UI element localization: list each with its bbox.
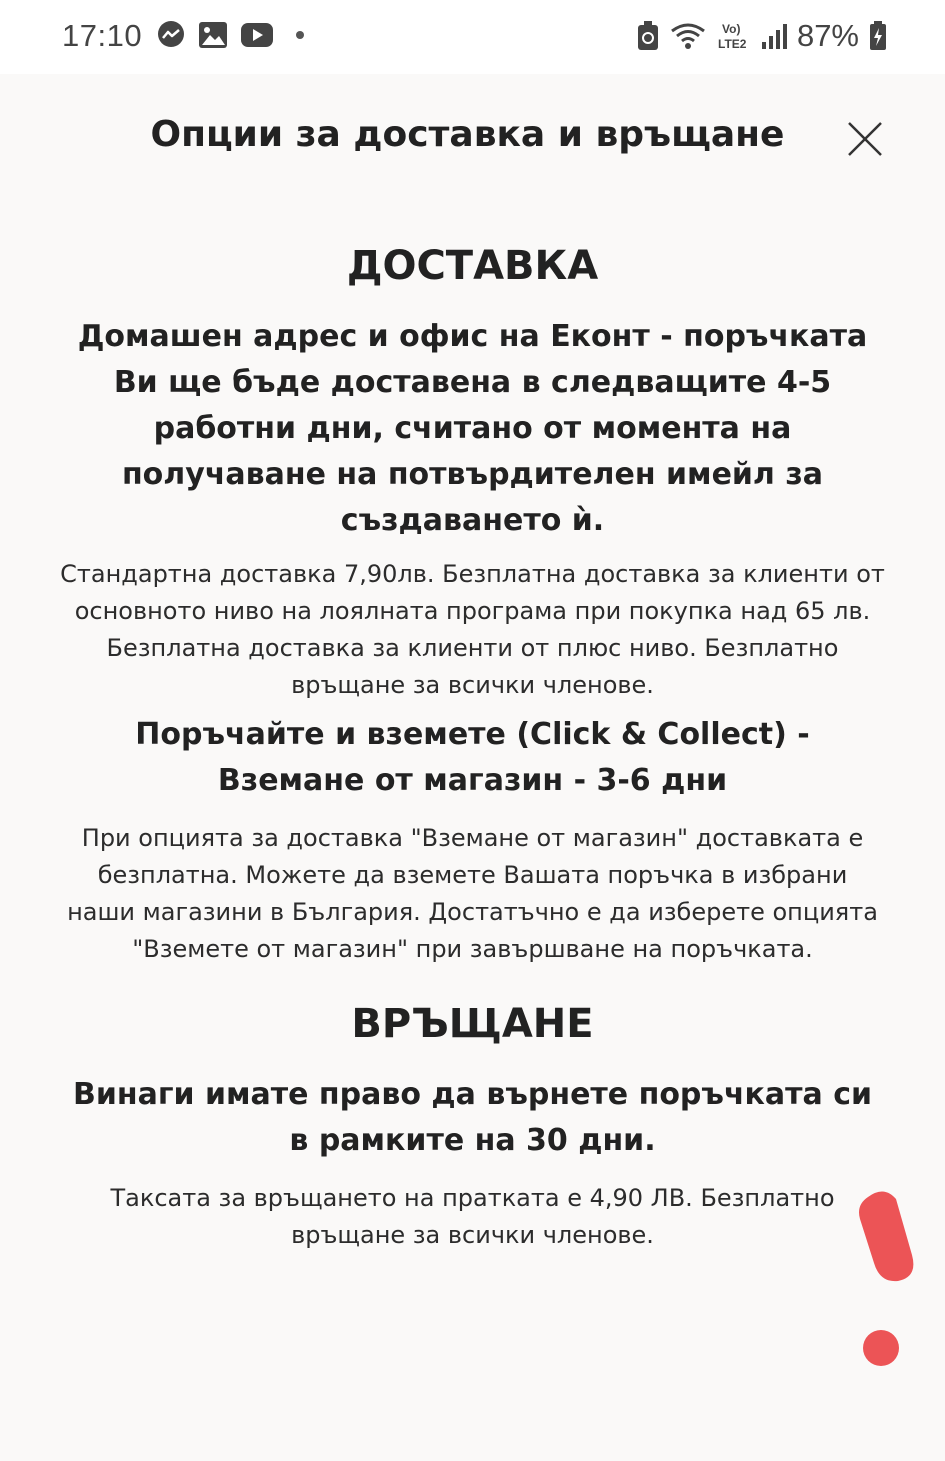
home-delivery-lead: Домашен адрес и офис на Еконт - поръчката Ви ще бъде доставена в следващите 4-5 работни дни, считано от момента на получаване на потвърдителен имейл за създаването ѝ.: [77, 319, 868, 538]
delivery-heading: ДОСТАВКА: [346, 243, 599, 289]
signal-icon: [761, 22, 787, 50]
modal-title: Опции за доставка и връщане: [150, 114, 785, 155]
gallery-icon: [198, 21, 228, 49]
svg-text:LTE2: LTE2: [717, 37, 747, 51]
status-time: 17:10: [62, 18, 143, 53]
status-icons-right: [637, 18, 887, 54]
recycle-icon: [637, 21, 659, 51]
returns-lead: Винаги имате право да върнете поръчката си в рамките на 30 дни.: [72, 1077, 873, 1158]
status-bar: [0, 0, 945, 74]
returns-heading: ВРЪЩАНЕ: [351, 1001, 594, 1047]
home-delivery-body: Стандартна доставка 7,90лв. Безплатна доставка за клиенти от основното ниво на лоялната програма при покупка над 65 лв. Безплатна доставка за клиенти от плюс ниво. Безплатно връщане за всички членове.: [60, 560, 885, 699]
youtube-icon: [240, 22, 274, 48]
click-collect-body: При опцията за доставка "Вземане от магазин" доставката е безплатна. Можете да вземете Вашата поръчка в избрани наши магазини в България. Достатъчно е да изберете опцията "Вземете от магазин" при завършване на поръчката.: [67, 824, 878, 963]
click-collect-lead: Поръчайте и вземете (Click & Collect) - Вземане от магазин - 3-6 дни: [135, 717, 810, 798]
modal-header: [0, 74, 945, 214]
messenger-icon: [156, 20, 186, 50]
battery-percentage: 87%: [796, 18, 859, 53]
exclamation-annotation-icon: [850, 1185, 922, 1375]
status-icons-left: [156, 20, 304, 50]
notification-dot-icon: [296, 31, 304, 39]
wifi-icon: [669, 21, 707, 51]
battery-icon: [869, 21, 887, 51]
close-icon[interactable]: [844, 118, 886, 160]
modal-content: [60, 236, 885, 1262]
volte-icon: [717, 21, 751, 51]
returns-body: Таксата за връщането на пратката е 4,90 ЛВ. Безплатно връщане за всички членове.: [110, 1184, 835, 1249]
svg-text:Vo): Vo): [721, 22, 741, 36]
